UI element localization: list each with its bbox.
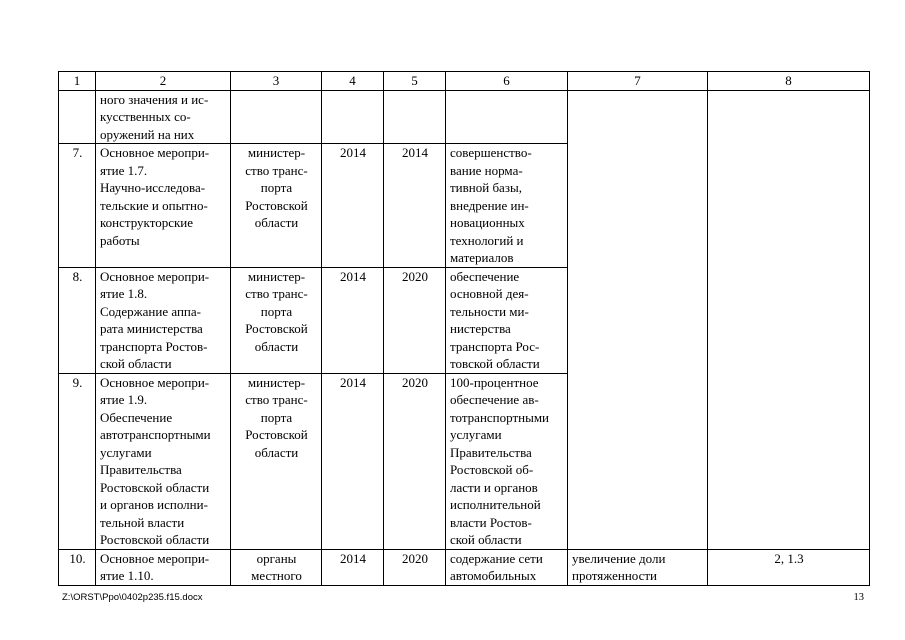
header-col-1: 1 bbox=[59, 72, 96, 91]
start-year bbox=[322, 90, 384, 144]
measure-name: Основное меропри- ятие 1.8. Содержание аппа- рата министерства транспорта Ростов- ской области bbox=[96, 267, 231, 373]
end-year bbox=[384, 90, 446, 144]
header-col-8: 8 bbox=[708, 72, 870, 91]
header-col-2: 2 bbox=[96, 72, 231, 91]
end-year: 2014 bbox=[384, 144, 446, 268]
start-year: 2014 bbox=[322, 549, 384, 585]
header-col-3: 3 bbox=[231, 72, 322, 91]
table-row bbox=[59, 549, 870, 585]
start-year: 2014 bbox=[322, 144, 384, 268]
footer-file-path: Z:\ORST\Ppo\0402p235.f15.docx bbox=[62, 592, 203, 603]
expected-result: 100-процентное обеспечение ав- тотранспортными услугами Правительства Ростовской об- ласти и органов исполнительной власти Ростов- ской области bbox=[446, 373, 568, 549]
consequence: увеличение доли протяженности bbox=[568, 549, 708, 585]
expected-result bbox=[446, 90, 568, 144]
end-year: 2020 bbox=[384, 267, 446, 373]
executor bbox=[231, 90, 322, 144]
row-number: 10. bbox=[59, 549, 96, 585]
measure-name: Основное меропри- ятие 1.7. Научно-исследова- тельские и опытно- конструкторские работы bbox=[96, 144, 231, 268]
executor: органы местного bbox=[231, 549, 322, 585]
table-header-row bbox=[59, 72, 870, 91]
start-year: 2014 bbox=[322, 373, 384, 549]
start-year: 2014 bbox=[322, 267, 384, 373]
indicator-link-cell-merged bbox=[708, 90, 870, 549]
end-year: 2020 bbox=[384, 373, 446, 549]
row-number: 9. bbox=[59, 373, 96, 549]
measure-name: ного значения и ис- кусственных со- оружений на них bbox=[96, 90, 231, 144]
measure-name: Основное меропри- ятие 1.10. bbox=[96, 549, 231, 585]
indicator-link: 2, 1.3 bbox=[708, 549, 870, 585]
expected-result: обеспечение основной дея- тельности ми- нистерства транспорта Рос- товской области bbox=[446, 267, 568, 373]
page-number: 13 bbox=[853, 592, 864, 603]
executor: министер- ство транс- порта Ростовской области bbox=[231, 144, 322, 268]
header-col-7: 7 bbox=[568, 72, 708, 91]
executor: министер- ство транс- порта Ростовской области bbox=[231, 373, 322, 549]
header-col-4: 4 bbox=[322, 72, 384, 91]
end-year: 2020 bbox=[384, 549, 446, 585]
executor: министер- ство транс- порта Ростовской области bbox=[231, 267, 322, 373]
expected-result: совершенство- вание норма- тивной базы, внедрение ин- новационных технологий и материалов bbox=[446, 144, 568, 268]
header-col-6: 6 bbox=[446, 72, 568, 91]
expected-result: содержание сети автомобильных bbox=[446, 549, 568, 585]
header-col-5: 5 bbox=[384, 72, 446, 91]
consequence-cell-merged bbox=[568, 90, 708, 549]
row-number: 7. bbox=[59, 144, 96, 268]
row-number bbox=[59, 90, 96, 144]
measure-name: Основное меропри- ятие 1.9. Обеспечение автотранспортными услугами Правительства Ростовской области и органов исполни- тельной власти Ростовской области bbox=[96, 373, 231, 549]
table-row bbox=[59, 90, 870, 144]
program-measures-table bbox=[58, 71, 870, 586]
row-number: 8. bbox=[59, 267, 96, 373]
